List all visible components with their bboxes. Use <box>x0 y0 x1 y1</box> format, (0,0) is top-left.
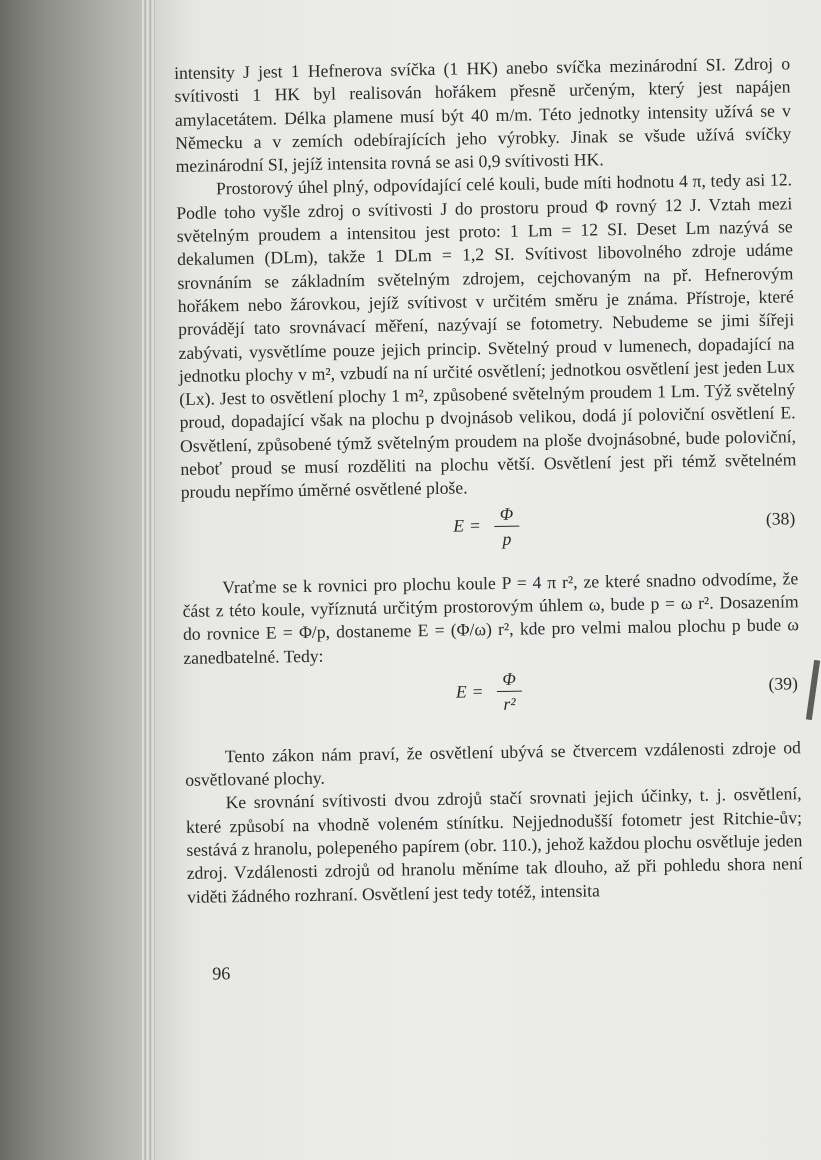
paragraph-4: Tento zákon nám praví, že osvětlení ubývá se čtvercem vzdálenosti zdroje od osvětlované plochy. <box>185 737 801 791</box>
eq39-denominator: r² <box>503 693 516 714</box>
eq39-lhs: E <box>455 681 467 702</box>
equation-39 <box>184 660 801 728</box>
book-binding <box>0 0 150 1160</box>
eq39-numerator: Φ <box>496 668 522 691</box>
equation-38 <box>181 495 798 567</box>
eq39-fraction <box>496 668 522 713</box>
eq38-numerator: Φ <box>494 503 520 526</box>
eq38-fraction <box>494 503 520 548</box>
eq38-lhs: E <box>453 515 465 537</box>
page-number: 96 <box>212 963 231 984</box>
paragraph-5: Ke srovnání svítivosti dvou zdrojů stačí srovnati jejich účinky, t. j. osvětlení, které způsobí na vhodně voleném stínítku. Nejjednodušší fotometr jest Ritchie-ův; sestává z hranolu, polepeného papírem (obr. 110.), jehož každou plochu osvětluje jeden zdroj. Vzdálenosti zdrojů od hranolu měníme tak dlouho, až při pohledu shora není viděti žádného rozhraní. Osvětlení jest tedy totéž, intensita <box>185 783 803 907</box>
paragraph-2: Prostorový úhel plný, odpovídající celé kouli, bude míti hodnotu 4 π, tedy asi 12. Podle toho vyšle zdroj o svítivosti J do prostoru proud Φ rovný 12 J. Vztah mezi světelným proudem a intensitou jest proto: 1 Lm = 12 SI. Deset Lm nazývá se dekalumen (DLm), takže 1 DLm = 1,2 SI. Svítivost libovolného zdroje udáme srovnáním se základním světelným zdrojem, cejchovaným na př. Hefnerovým hořákem nebo žárovkou, jejíž svítivost v určitém směru je známa. Přístroje, které provádějí tato srovnávací měření, nazývají se fotometry. Nebudeme se jimi šířeji zabývati, vysvětlíme pouze jejich princip. Světelný proud v lumenech, dopadající na jednotku plochy v m², vzbudí na ní určité osvětlení; jednotkou osvětlení jest jeden Lux (Lx). Jest to osvětlení plochy 1 m², způsobené světelným proudem 1 Lm. Týž světelný proud, dopadající však na plochu p dvojnásob velikou, dodá jí poloviční osvětlení E. Osvětlení, způsobené týmž světelným proudem na ploše dvojnásobné, bude poloviční, neboť proud se musí rozděliti na plochu větší. Osvětlení jest při témž světelném proudu nepřímo úměrné osvětlené ploše. <box>176 169 797 503</box>
paragraph-1: intensity J jest 1 Hefnerova svíčka (1 HK) anebo svíčka mezinárodní SI. Zdroj o svítivosti 1 HK byl realisován hořákem přesně určeným, který jest napájen amylacetátem. Délka plamene musí být 40 m/m. Této jednotky intensity užívá se v Německu a v zemích odebírajících jeho výrobky. Jinak se všude užívá svíčky mezinárodní SI, jejíž intensita rovná se asi 0,9 svítivosti HK. <box>174 53 792 177</box>
paragraph-3: Vraťme se k rovnici pro plochu koule P = 4 π r², ze které snadno odvodíme, že část z této koule, vyříznutá určitým prostorovým úhlem ω, bude p = ω r². Dosazením do rovnice E = Φ/p, dostaneme E = (Φ/ω) r², kde pro velmi malou plochu p bude ω zanedbatelné. Tedy: <box>182 567 800 668</box>
eq38-denominator: p <box>502 528 512 549</box>
eq38-number: (38) <box>765 507 796 529</box>
page-text <box>174 52 804 986</box>
eq39-number: (39) <box>768 673 798 694</box>
eq39-equals: = <box>472 680 483 702</box>
book-page <box>155 0 821 1160</box>
eq38-equals: = <box>469 515 481 536</box>
